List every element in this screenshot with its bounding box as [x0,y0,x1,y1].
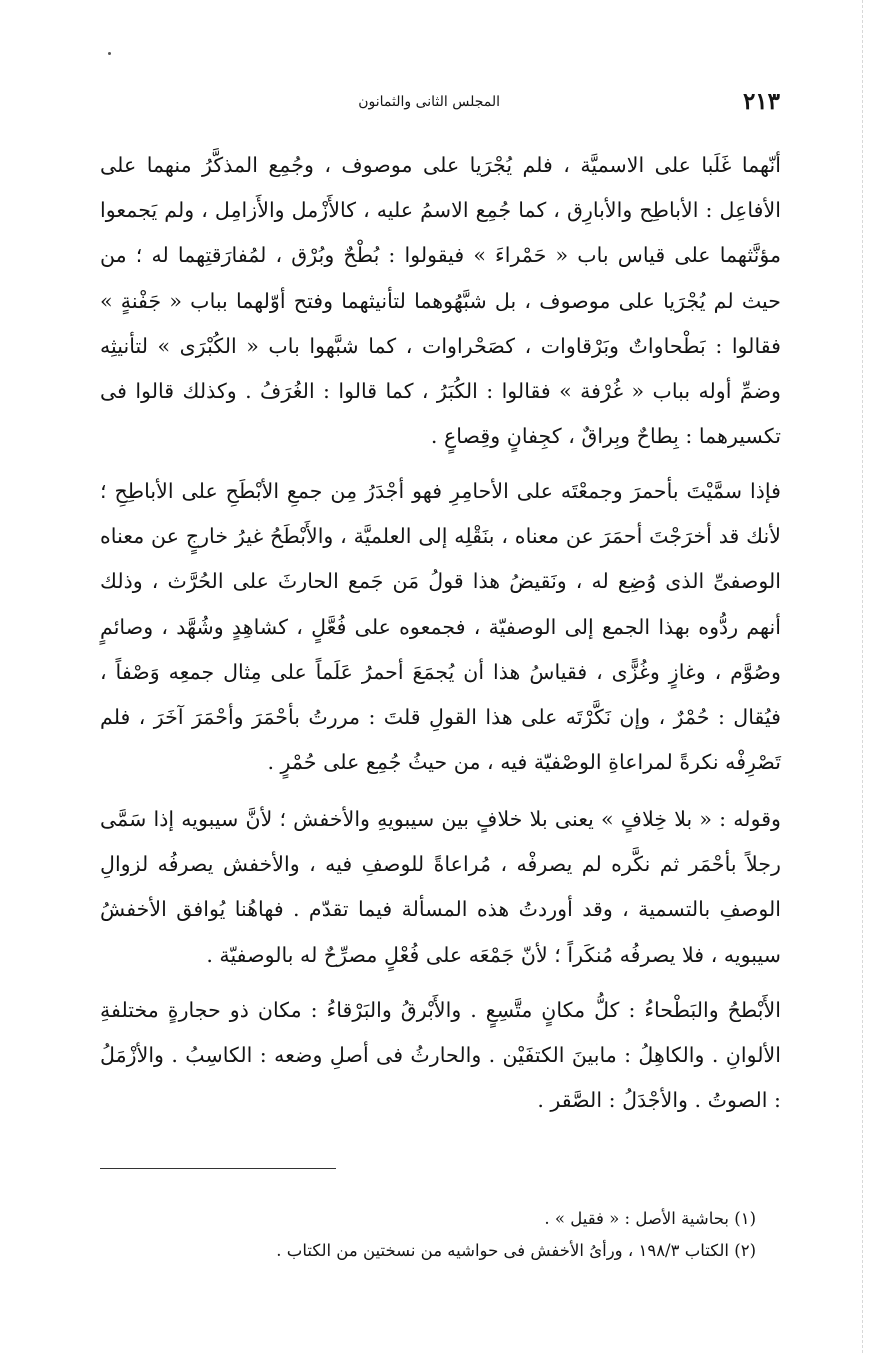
running-title: المجلس الثانى والثمانون [358,94,500,110]
paragraph: الأَبْطحُ والبَطْحاءُ : كلُّ مكانٍ متَّسِعٍ . والأَبْرقُ والبَرْقاءُ : مكان ذو حجارةٍ مختلفةِ الألوانِ . والكاهِلُ : مابينَ الكتفَيْن . والحارثُ فى أصلِ وضعه : الكاسِبُ . والأزْمَلُ : الصوتُ . والأجْدَلُ : الصَّقر . [100,998,781,1113]
page-header [100,88,780,122]
main-text [100,143,781,1124]
page-edge [862,0,864,1353]
footnote-separator [100,1168,336,1169]
page-number: ٢١٣ [742,88,780,115]
footnote: (٢) الكتاب ١٩٨/٣ ، ورأىُ الأخفش فى حواشيه من نسختين من الكتاب . [276,1241,756,1260]
paragraph: فإذا سمَّيْتَ بأحمرَ وجمعْتَه على الأحامِرِ فهو أجْدَرُ مِن جمعِ الأبْطَحِ على الأباطِحِ ؛ لأنك قد أخرَجْتَ أحمَرَ عن معناه ، بنَقْلِه إلى العلميَّة ، والأَبْطَحُ غيرُ خارجٍ عن معناه الوصفىِّ الذى وُضِع له ، ونَقيضُ هذا قولُ مَن جَمع الحارثَ على الحُرَّث ، وذلك أنهم ردُّوه بهذا الجمع إلى الوصفيّة ، فجمعوه على فُعَّلٍ ، كشاهِدٍ وشُهَّد ، وصائمٍ وصُوَّم ، وغازٍ وغُزًّى ، فقياسُ هذا أن يُجمَعَ أحمرُ عَلَماً على مِثال جمعِه وَصْفاً ، فيُقال : حُمْرٌ ، وإن نَكَّرْتَه على هذا القولِ قلتَ : مررتُ بأحْمَرَ وأحْمَرَ آخَرَ ، فلم تَصْرِفْه نكرةً لمراعاةِ الوصْفيّة فيه ، من حيثُ جُمِع على حُمْرٍ . [100,479,781,775]
footnotes [100,1203,756,1267]
ink-dot [108,52,111,55]
paragraph: أنّهما غَلَبا على الاسميَّة ، فلم يُجْرَيا على موصوف ، وجُمِع المذكَّرُ منهما على الأفاعِل : الأباطِح والأبارِق ، كما جُمِع الاسمُ عليه ، كالأَزْمل والأَزامِل ، ولم يَجمعوا مؤنَّثهما على قياس باب « حَمْراءَ » فيقولوا : بُطْحٌ وبُرْق ، لمُفارَقتِهما له ؛ من حيث لم يُجْرَيا على موصوف ، بل شبَّهُوهما لتأنيثهما وفتح أوّلهما بباب « جَفْنةٍ » فقالوا : بَطْحاواتٌ وبَرْقاوات ، كصَحْراوات ، كما شبَّهوا باب « الكُبْرَى » لتأنيثِه وضمِّ أوله بباب « غُرْفة » فقالوا : الكُبَرُ ، كما قالوا : الغُرَفُ . وكذلك قالوا فى تكسيرهما : بِطاحٌ وبِراقٌ ، كجِفانٍ وقِصاعٍ . [100,153,781,449]
paragraph: وقوله : « بلا خِلافٍ » يعنى بلا خلافٍ بين سيبويهِ والأخفش ؛ لأنَّ سيبويه إذا سَمَّى رجلاً بأحْمَر ثم نكَّره لم يصرفْه ، مُراعاةً للوصفِ فيه ، والأخفش يصرفُه لزوالِ الوصفِ بالتسمية ، وقد أوردتُ هذه المسألة فيما تقدّم . فهاهُنا يُوافق الأخفشُ سيبويه ، فلا يصرفُه مُنكَراً ؛ لأنّ جَمْعَه على فُعْلٍ مصرِّحٌ له بالوصفيّة . [100,807,781,967]
footnote: (١) بحاشية الأصل : « فقيل » . [544,1209,756,1228]
